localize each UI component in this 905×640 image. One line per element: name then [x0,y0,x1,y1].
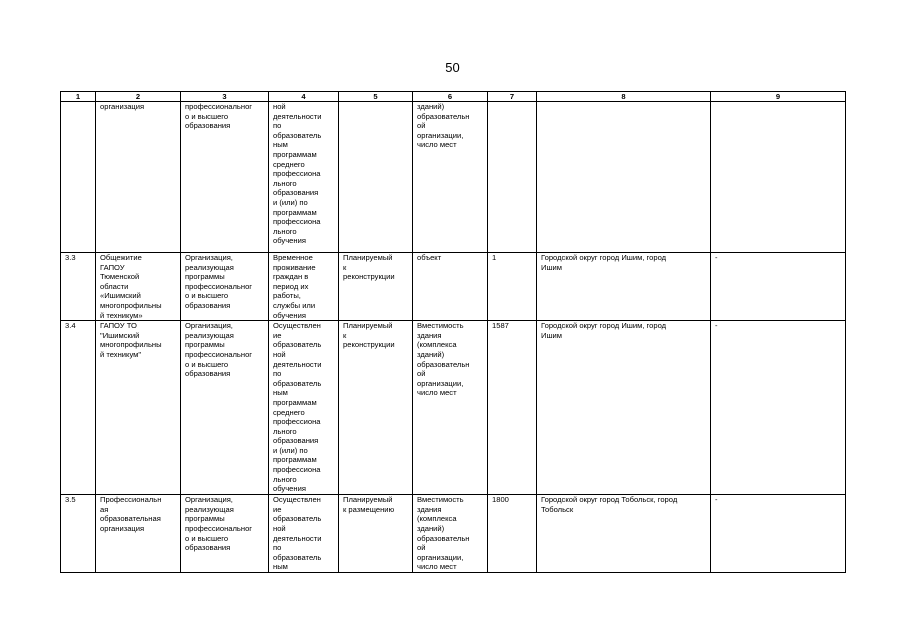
column-header-3: 3 [181,92,269,102]
cell-value [488,102,537,253]
column-header-8: 8 [537,92,711,102]
cell-type: Организация, реализующая программы профессиональног о и высшего образования [181,321,269,495]
cell-location: Городской округ город Ишим, город Ишим [537,321,711,495]
page-number: 50 [445,60,460,75]
column-header-9: 9 [711,92,846,102]
cell-value: 1 [488,253,537,321]
column-header-4: 4 [269,92,339,102]
cell-name: Профессиональн ая образовательная организация [96,495,181,573]
cell-purpose: Осуществлен ие образователь ной деятельности по образователь ным [269,495,339,573]
data-table [60,91,846,573]
cell-characteristic: объект [413,253,488,321]
cell-characteristic: зданий) образовательн ой организации, число мест [413,102,488,253]
column-header-5: 5 [339,92,413,102]
cell-zone: - [711,253,846,321]
cell-purpose: ной деятельности по образователь ным программам среднего профессиона льного образования и (или) по программам профессиона льного обучения [269,102,339,253]
cell-number: 3.4 [61,321,96,495]
table-row [61,321,846,495]
cell-value: 1800 [488,495,537,573]
column-header-6: 6 [413,92,488,102]
cell-number: 3.5 [61,495,96,573]
cell-name: организация [96,102,181,253]
cell-zone: - [711,495,846,573]
cell-location: Городской округ город Тобольск, город Тобольск [537,495,711,573]
cell-status: Планируемый к реконструкции [339,321,413,495]
cell-value: 1587 [488,321,537,495]
column-header-2: 2 [96,92,181,102]
cell-name: Общежитие ГАПОУ Тюменской области «Ишимский многопрофильны й техникум» [96,253,181,321]
cell-status [339,102,413,253]
cell-status: Планируемый к размещению [339,495,413,573]
cell-purpose: Осуществлен ие образователь ной деятельности по образователь ным программам среднего профессиона льного образования и (или) по программам профессиона льного обучения [269,321,339,495]
column-header-1: 1 [61,92,96,102]
cell-location [537,102,711,253]
cell-type: профессиональног о и высшего образования [181,102,269,253]
cell-name: ГАПОУ ТО "Ишимский многопрофильны й техникум" [96,321,181,495]
table-row [61,495,846,573]
table-row [61,253,846,321]
column-header-7: 7 [488,92,537,102]
table-row [61,102,846,253]
cell-zone [711,102,846,253]
cell-type: Организация, реализующая программы профессиональног о и высшего образования [181,253,269,321]
cell-number [61,102,96,253]
cell-type: Организация, реализующая программы профессиональног о и высшего образования [181,495,269,573]
cell-number: 3.3 [61,253,96,321]
cell-characteristic: Вместимость здания (комплекса зданий) образовательн ой организации, число мест [413,495,488,573]
cell-zone: - [711,321,846,495]
cell-characteristic: Вместимость здания (комплекса зданий) образовательн ой организации, число мест [413,321,488,495]
table-header-row [61,92,846,102]
cell-location: Городской округ город Ишим, город Ишим [537,253,711,321]
cell-status: Планируемый к реконструкции [339,253,413,321]
cell-purpose: Временное проживание граждан в период их работы, службы или обучения [269,253,339,321]
